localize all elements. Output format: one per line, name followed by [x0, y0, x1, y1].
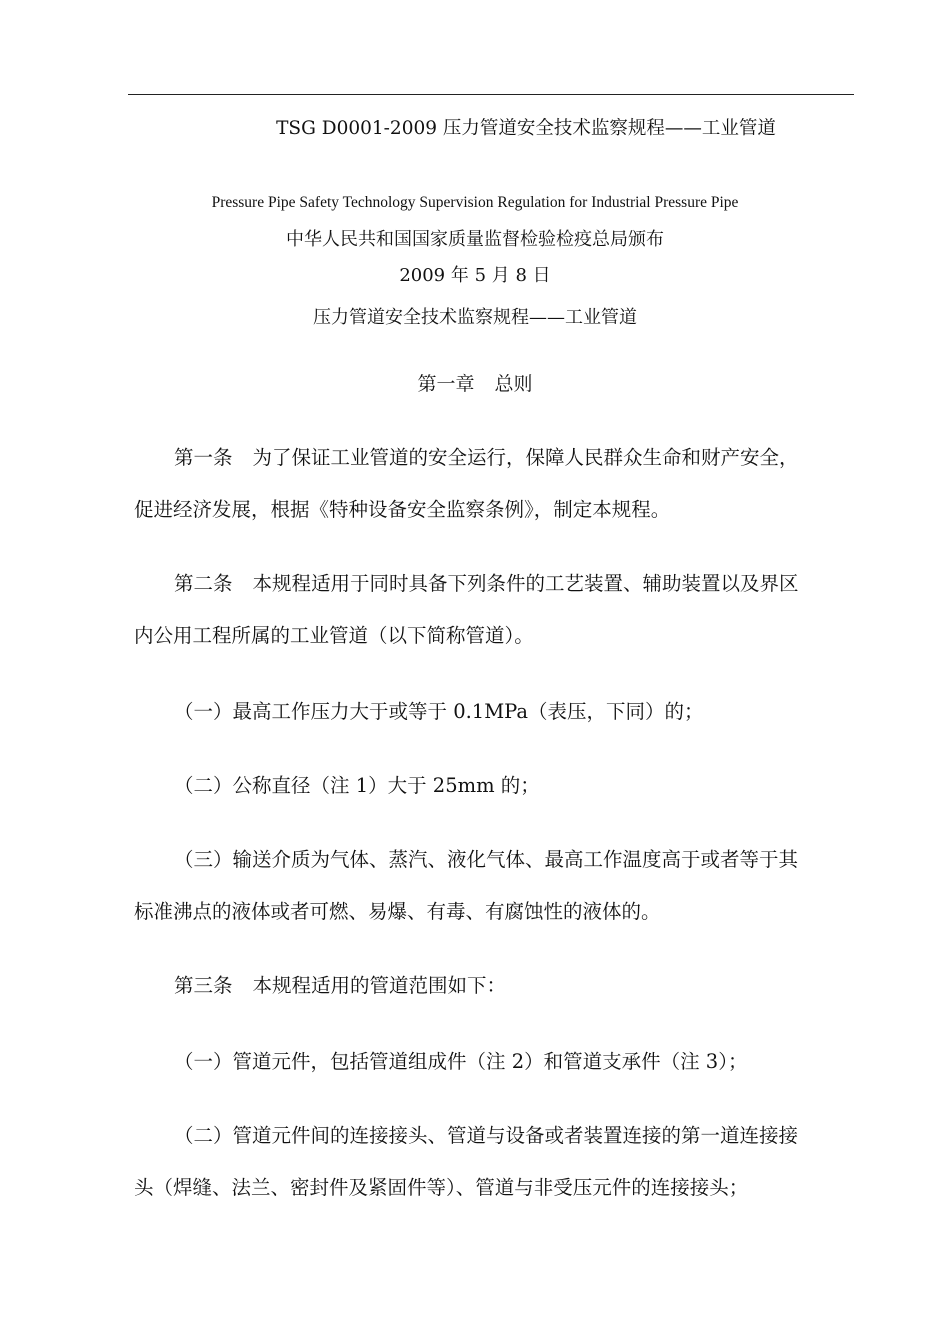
clause-item	[134, 1110, 834, 1214]
issue-date: 2009 年 5 月 8 日	[399, 265, 551, 286]
article-1	[134, 432, 834, 536]
running-header-title: TSG D0001-2009 压力管道安全技术监察规程——工业管道	[276, 118, 776, 139]
article-label: 第三条	[174, 974, 233, 997]
clause-item	[134, 1036, 834, 1088]
clause-text-line: （三）输送介质为气体、蒸汽、液化气体、最高工作温度高于或者等于其	[174, 848, 799, 871]
header-rule	[128, 94, 854, 95]
chapter-name: 总则	[494, 373, 533, 395]
article-text-line: 本规程适用于同时具备下列条件的工艺装置、辅助装置以及界区	[252, 572, 799, 595]
english-title: Pressure Pipe Safety Technology Supervision Regulation for Industrial Pressure Pipe	[211, 194, 739, 211]
clause-text-line: 头（焊缝、法兰、密封件及紧固件等）、管道与非受压元件的连接接头；	[134, 1176, 749, 1199]
article-text-line: 为了保证工业管道的安全运行，保障人民群众生命和财产安全，	[252, 446, 799, 469]
chapter-number: 第一章	[417, 373, 475, 395]
article-2	[134, 558, 834, 662]
clause-item	[134, 760, 834, 812]
issuing-authority: 中华人民共和国国家质量监督检验检疫总局颁布	[286, 229, 664, 250]
clause-text-line: （二）公称直径（注 1）大于 25mm 的；	[174, 774, 540, 797]
article-label: 第二条	[174, 572, 233, 595]
article-text-line: 内公用工程所属的工业管道（以下简称管道）。	[134, 624, 534, 647]
clause-text-line: （二）管道元件间的连接接头、管道与设备或者装置连接的第一道连接接	[174, 1124, 799, 1147]
article-label: 第一条	[174, 446, 233, 469]
article-3	[134, 960, 834, 1012]
chapter-heading	[0, 372, 950, 396]
article-text-line: 促进经济发展，根据《特种设备安全监察条例》，制定本规程。	[134, 498, 671, 521]
document-title: 压力管道安全技术监察规程——工业管道	[313, 307, 637, 328]
clause-item	[134, 686, 834, 738]
clause-text-line: （一）最高工作压力大于或等于 0.1MPa（表压，下同）的；	[174, 700, 704, 723]
clause-item	[134, 834, 834, 938]
clause-text-line: 标准沸点的液体或者可燃、易爆、有毒、有腐蚀性的液体的。	[134, 900, 661, 923]
article-text-line: 本规程适用的管道范围如下：	[252, 974, 507, 997]
clause-text-line: （一）管道元件，包括管道组成件（注 2）和管道支承件（注 3）；	[174, 1050, 748, 1073]
